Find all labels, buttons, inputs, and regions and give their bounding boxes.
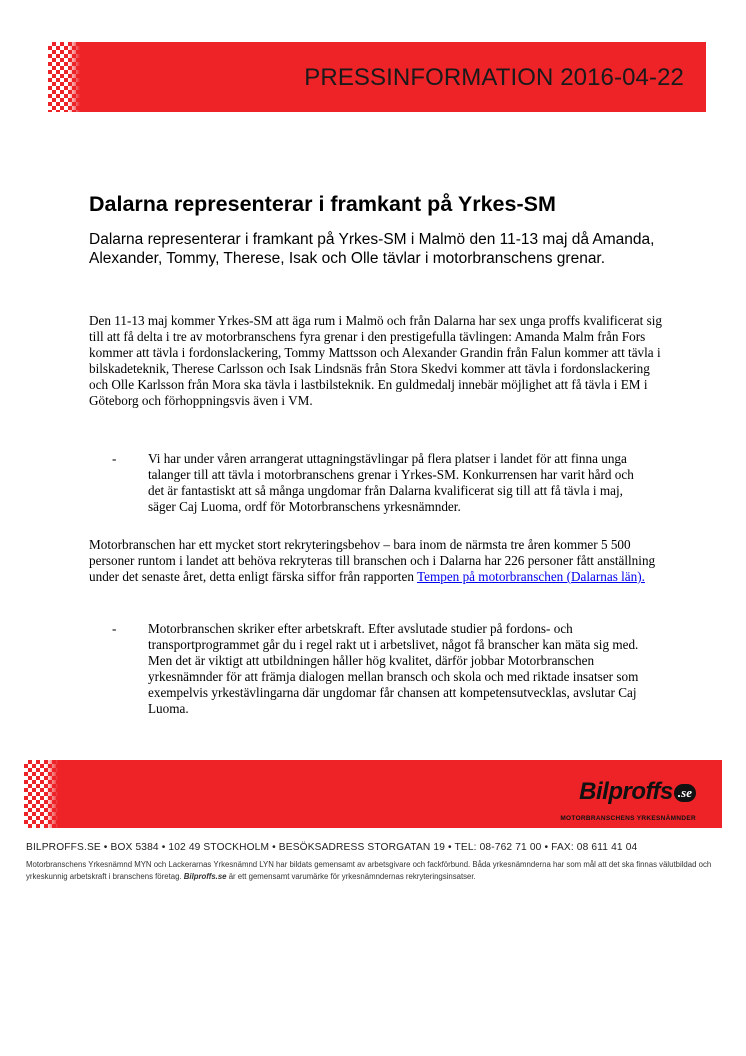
report-link[interactable]: Tempen på motorbranschen (Dalarnas län). bbox=[416, 569, 645, 584]
quote-1 bbox=[112, 451, 652, 515]
paragraph-2-text: Motorbranschen har ett mycket stort rekryteringsbehov – bara inom de närmsta tre åren kommer 5 500 personer runtom i landet att behöva rekryteras till branschen och i Dalarna har 226 personer fått anställning under det senaste året, detta enligt färska siffor från rapporten bbox=[89, 537, 656, 584]
footer-note-part-1: Motorbranschens Yrkesnämnd MYN och Lackerarnas Yrkesnämnd LYN har bildats gemensamt av arbetsgivare och fackförbund. Båda yrkesnämnderna har som mål att det ska finnas välutbildad och yrkeskunnig arbetskraft i branschens företag. bbox=[26, 860, 712, 881]
quote-2-text: Motorbranschen skriker efter arbetskraft. Efter avslutade studier på fordons- och transportprogrammet går du i regel rakt ut i arbetslivet, något få branscher kan mäta sig med. Men det är viktigt att utbildningen håller hög kvalitet, därför jobbar Motorbranschen yrkesnämnder för att främja dialogen mellan bransch och skola och med riktade insatser som exempelvis yrkestävlingarna där ungdomar får chansen att kompetensutvecklas, avslutar Caj Luoma. bbox=[148, 621, 639, 716]
quote-dash: - bbox=[112, 451, 117, 466]
footer-band bbox=[24, 760, 722, 828]
checker-pattern bbox=[48, 42, 80, 112]
bilproffs-logo bbox=[560, 778, 696, 822]
article-lead: Dalarna representerar i framkant på Yrkes-SM i Malmö den 11-13 maj då Amanda, Alexander, Tommy, Therese, Isak och Olle tävlar i motorbranschens grenar. bbox=[89, 231, 655, 267]
article-paragraph-1: Den 11-13 maj kommer Yrkes-SM att äga rum i Malmö och från Dalarna har sex unga proffs kvalificerat sig till att få delta i tre av motorbranschens fyra grenar i den prestigefulla tävlingen: Amanda Malm från Fors kommer att tävla i fordonslackering, Tommy Mattsson och Alexander Grandin från Falun kommer att tävla i bilskadeteknik, Therese Carlsson och Isak Lindsnäs från Stora Skedvi kommer att tävla i fordonslackering och Olle Karlsson från Mora ska tävla i lastbilsteknik. En guldmedalj innebär möjlighet att få tävla i EM i Göteborg och förhoppningsvis även i VM. bbox=[89, 313, 662, 408]
logo-subtitle: MOTORBRANSCHENS YRKESNÄMNDER bbox=[560, 815, 696, 822]
footer-note bbox=[26, 859, 730, 883]
footer-address: BILPROFFS.SE • BOX 5384 • 102 49 STOCKHOLM • BESÖKSADRESS STORGATAN 19 • TEL: 08-762 71 00 • FAX: 08 611 41 04 bbox=[26, 842, 638, 853]
header-band bbox=[48, 42, 706, 112]
logo-badge: .se bbox=[674, 784, 696, 802]
article-headline: Dalarna representerar i framkant på Yrkes-SM bbox=[89, 192, 556, 216]
footer-note-brand: Bilproffs.se bbox=[183, 872, 227, 881]
quote-dash: - bbox=[112, 621, 117, 636]
checker-pattern bbox=[24, 760, 58, 828]
footer-note-part-2: är ett gemensamt varumärke för yrkesnämndernas rekryteringsinsatser. bbox=[228, 872, 476, 881]
quote-1-text: Vi har under våren arrangerat uttagningstävlingar på flera platser i landet för att finna unga talanger till att tävla i motorbranschens grenar i Yrkes-SM. Konkurrensen har varit hård och det är fantastiskt att så många ungdomar från Dalarna kvalificerat sig till att få tävla i maj, säger Caj Luoma, ordf för Motorbranschens yrkesnämnder. bbox=[148, 451, 634, 514]
quote-2 bbox=[112, 621, 652, 717]
article-paragraph-2 bbox=[89, 537, 669, 585]
logo-word: Bilproffs bbox=[579, 778, 673, 805]
press-info-title: PRESSINFORMATION 2016-04-22 bbox=[304, 64, 684, 91]
